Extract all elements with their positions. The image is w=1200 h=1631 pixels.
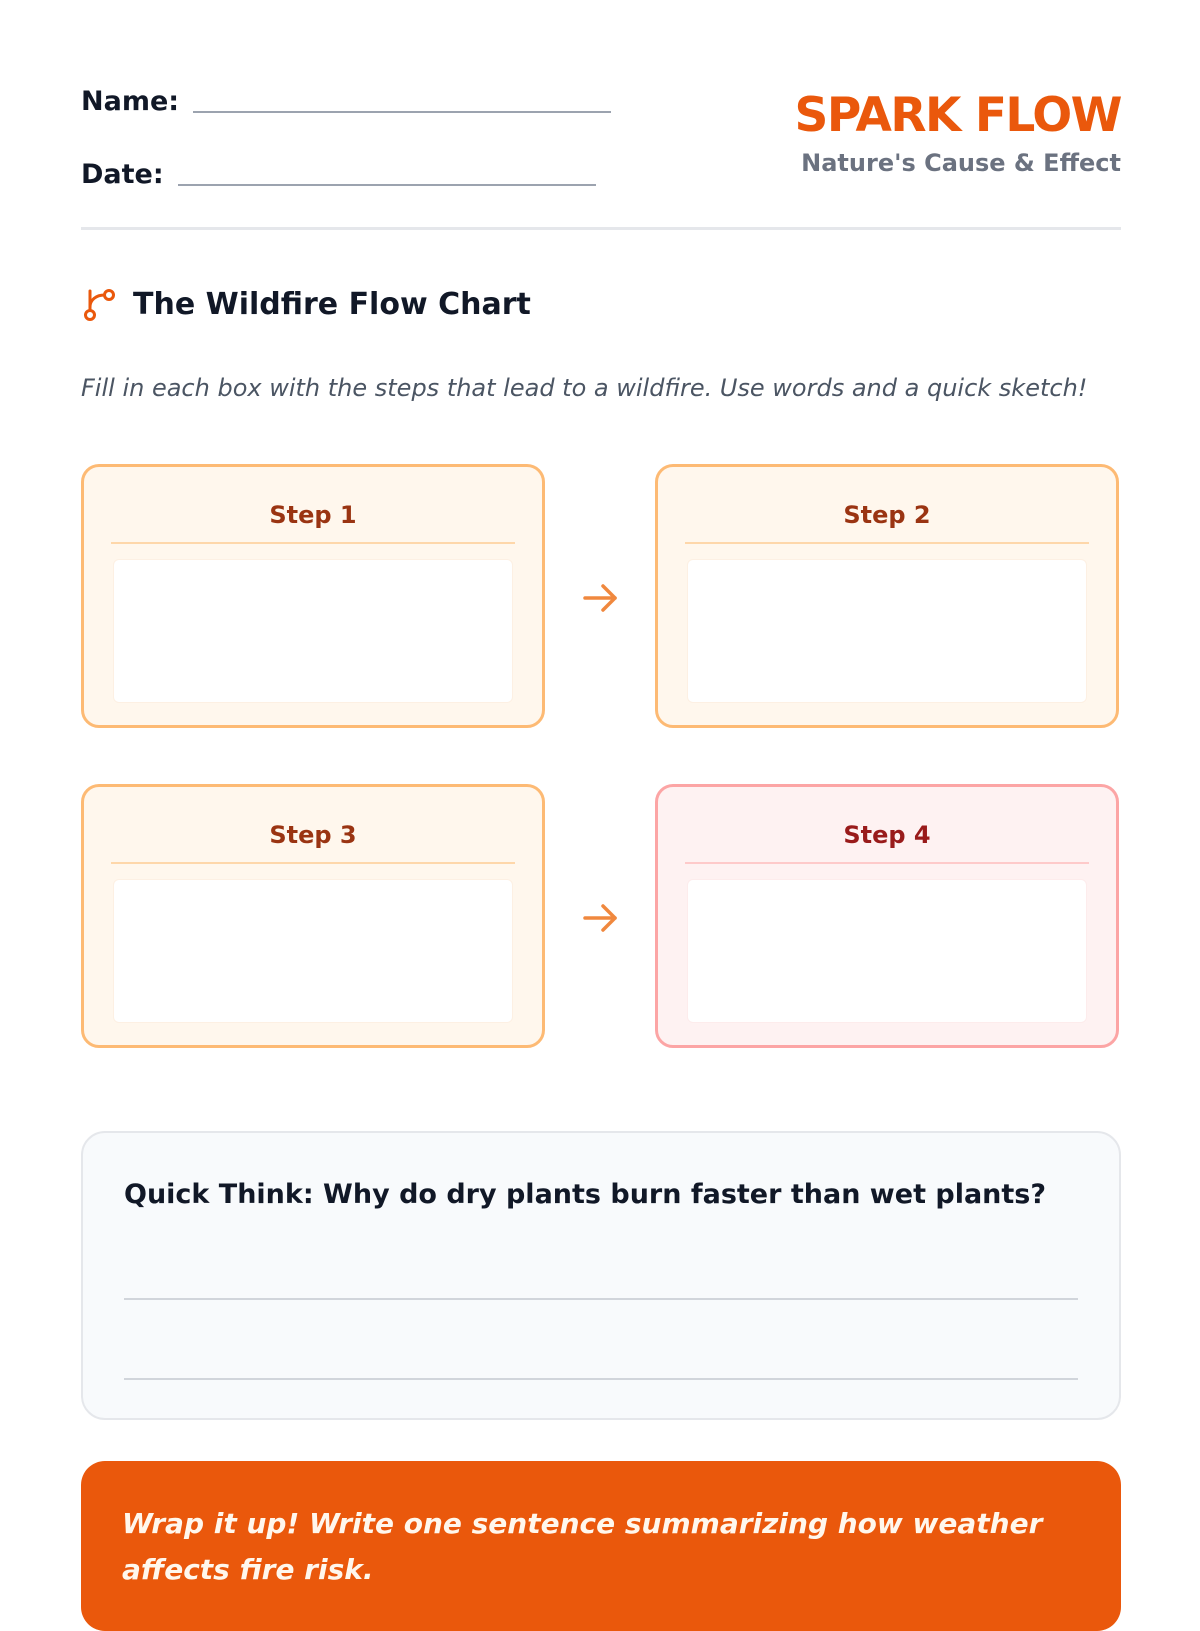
brand-title: SPARK FLOW — [794, 88, 1121, 143]
answer-line[interactable] — [124, 1298, 1078, 1300]
name-label: Name: — [81, 86, 180, 117]
step-answer-box[interactable] — [113, 879, 513, 1023]
step-label: Step 3 — [269, 821, 357, 849]
header-divider — [81, 227, 1121, 230]
wrap-up-text: Wrap it up! Write one sentence summarizing how weather affects fire risk. — [122, 1507, 1043, 1587]
step-divider — [685, 862, 1089, 864]
worksheet-page — [81, 0, 1121, 1600]
step-label: Step 1 — [269, 501, 357, 529]
step-card-3 — [81, 784, 545, 1048]
step-answer-box[interactable] — [687, 559, 1087, 703]
quick-think-panel — [81, 1131, 1121, 1420]
worksheet-header — [81, 0, 1121, 230]
name-input-line[interactable] — [193, 111, 611, 113]
name-field — [81, 88, 611, 115]
section-heading — [81, 287, 531, 323]
step-divider — [111, 542, 515, 544]
brand — [794, 88, 1121, 177]
instructions: Fill in each box with the steps that lead to a wildfire. Use words and a quick sketch! — [81, 374, 1088, 402]
step-answer-box[interactable] — [687, 879, 1087, 1023]
date-label: Date: — [81, 159, 164, 190]
flow-branch-icon — [81, 287, 117, 323]
step-label: Step 2 — [843, 501, 931, 529]
answer-line[interactable] — [124, 1378, 1078, 1380]
step-divider — [685, 542, 1089, 544]
date-input-line[interactable] — [178, 184, 596, 186]
step-card-1 — [81, 464, 545, 728]
step-answer-box[interactable] — [113, 559, 513, 703]
brand-subtitle: Nature's Cause & Effect — [801, 149, 1121, 177]
step-label: Step 4 — [843, 821, 931, 849]
section-title: The Wildfire Flow Chart — [133, 287, 531, 322]
date-field — [81, 161, 596, 188]
step-card-2 — [655, 464, 1119, 728]
step-divider — [111, 862, 515, 864]
step-card-4 — [655, 784, 1119, 1048]
arrow-right-icon — [579, 576, 623, 620]
quick-think-question: Quick Think: Why do dry plants burn faster than wet plants? — [124, 1179, 1047, 1210]
wrap-up-banner — [81, 1461, 1121, 1631]
arrow-right-icon — [579, 896, 623, 940]
